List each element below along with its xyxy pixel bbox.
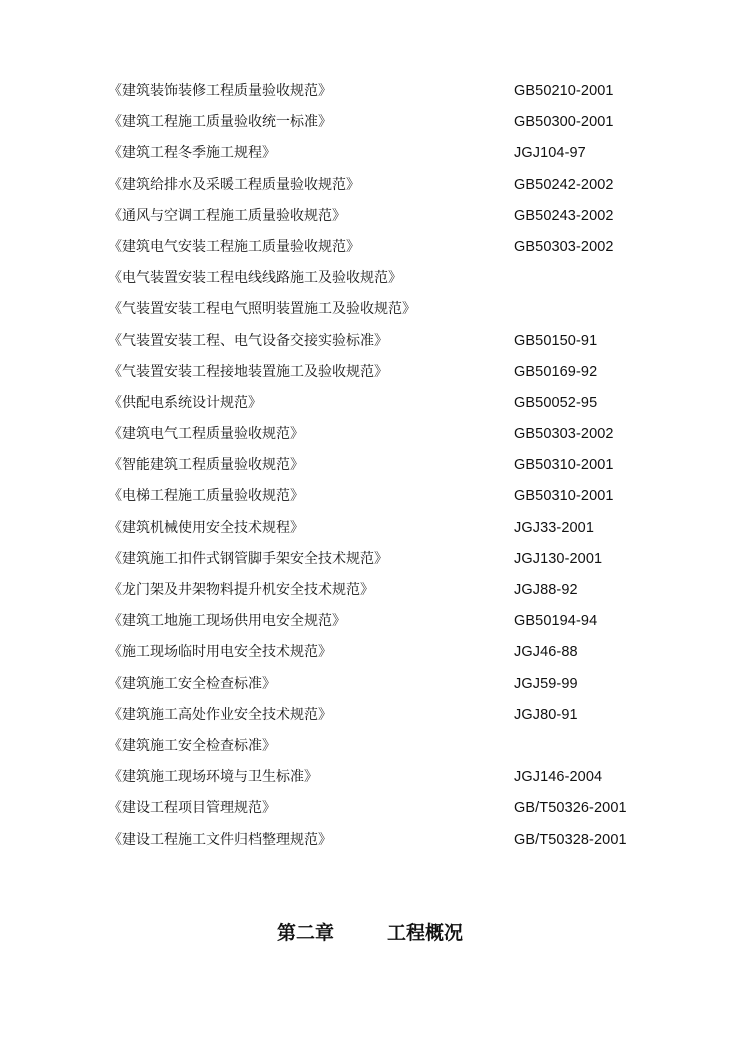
chapter-title: 工程概况	[387, 922, 464, 944]
chapter-number: 第二章	[277, 922, 335, 944]
standard-name: 《施工现场临时用电安全技术规范》	[108, 644, 332, 661]
standard-code: GB50300-2001	[514, 114, 614, 131]
standard-name: 《气装置安装工程电气照明装置施工及验收规范》	[108, 301, 416, 318]
standard-name: 《建筑施工安全检查标准》	[108, 737, 276, 754]
standard-code: JGJ33-2001	[514, 519, 594, 536]
standard-row	[0, 138, 744, 169]
standard-row	[0, 76, 744, 107]
standard-row	[0, 419, 744, 450]
standard-row	[0, 669, 744, 700]
standard-name: 《气装置安装工程、电气设备交接实验标准》	[108, 332, 388, 349]
standard-row	[0, 825, 744, 856]
standard-name: 《电气装置安装工程电线线路施工及验收规范》	[108, 270, 402, 287]
standard-name: 《建筑给排水及采暖工程质量验收规范》	[108, 176, 360, 193]
standard-row	[0, 544, 744, 575]
standard-row	[0, 450, 744, 481]
standard-name: 《建设工程项目管理规范》	[108, 800, 276, 817]
standard-row	[0, 107, 744, 138]
standard-name: 《建筑电气工程质量验收规范》	[108, 426, 304, 443]
standard-name: 《建筑工程冬季施工规程》	[108, 145, 276, 162]
standards-list	[0, 76, 744, 856]
standard-code: GB50169-92	[514, 363, 598, 380]
standard-name: 《气装置安装工程接地装置施工及验收规范》	[108, 363, 388, 380]
standard-code: GB/T50328-2001	[514, 831, 627, 848]
standard-name: 《建筑机械使用安全技术规程》	[108, 519, 304, 536]
standard-row	[0, 793, 744, 824]
standard-code: JGJ46-88	[514, 644, 578, 661]
standard-name: 《建筑电气安装工程施工质量验收规范》	[108, 238, 360, 255]
standard-row	[0, 357, 744, 388]
standard-code: GB50303-2002	[514, 426, 614, 443]
standard-code: GB50243-2002	[514, 207, 614, 224]
standard-name: 《建筑工程施工质量验收统一标准》	[108, 114, 332, 131]
standard-code: JGJ80-91	[514, 706, 578, 723]
standard-code: JGJ104-97	[514, 145, 586, 162]
chapter-heading	[0, 918, 744, 948]
standard-name: 《通风与空调工程施工质量验收规范》	[108, 207, 346, 224]
standard-code: GB50052-95	[514, 394, 598, 411]
standard-code: GB50210-2001	[514, 83, 614, 99]
standard-row	[0, 700, 744, 731]
standard-name: 《智能建筑工程质量验收规范》	[108, 457, 304, 474]
standard-code: JGJ88-92	[514, 582, 578, 598]
standard-name: 《电梯工程施工质量验收规范》	[108, 488, 304, 505]
standard-code: GB50150-91	[514, 332, 598, 349]
standard-code: GB/T50326-2001	[514, 800, 627, 817]
standard-name: 《建筑施工现场环境与卫生标准》	[108, 769, 318, 786]
standard-row	[0, 263, 744, 294]
standard-row	[0, 481, 744, 512]
standard-name: 《建设工程施工文件归档整理规范》	[108, 831, 332, 848]
standard-row	[0, 575, 744, 606]
standard-row	[0, 232, 744, 263]
standard-code: GB50310-2001	[514, 488, 614, 505]
standard-name: 《龙门架及井架物料提升机安全技术规范》	[108, 582, 374, 598]
standard-name: 《建筑施工扣件式钢管脚手架安全技术规范》	[108, 550, 388, 567]
standard-name: 《供配电系统设计规范》	[108, 394, 262, 411]
standard-code: GB50242-2002	[514, 176, 614, 193]
standard-code: JGJ130-2001	[514, 550, 603, 567]
standard-code: JGJ146-2004	[514, 769, 603, 786]
standard-row	[0, 170, 744, 201]
standard-row	[0, 388, 744, 419]
standard-code: JGJ59-99	[514, 675, 578, 692]
standard-row	[0, 201, 744, 232]
standard-row	[0, 637, 744, 668]
standard-code: GB50194-94	[514, 613, 598, 630]
standard-row	[0, 762, 744, 793]
standard-name: 《建筑装饰装修工程质量验收规范》	[108, 83, 332, 99]
standard-row	[0, 326, 744, 357]
standard-row	[0, 731, 744, 762]
standard-name: 《建筑工地施工现场供用电安全规范》	[108, 613, 346, 630]
standard-code: GB50303-2002	[514, 238, 614, 255]
standard-name: 《建筑施工安全检查标准》	[108, 675, 276, 692]
standard-row	[0, 606, 744, 637]
standard-code: GB50310-2001	[514, 457, 614, 474]
standard-row	[0, 513, 744, 544]
standard-row	[0, 294, 744, 325]
standard-name: 《建筑施工高处作业安全技术规范》	[108, 706, 332, 723]
